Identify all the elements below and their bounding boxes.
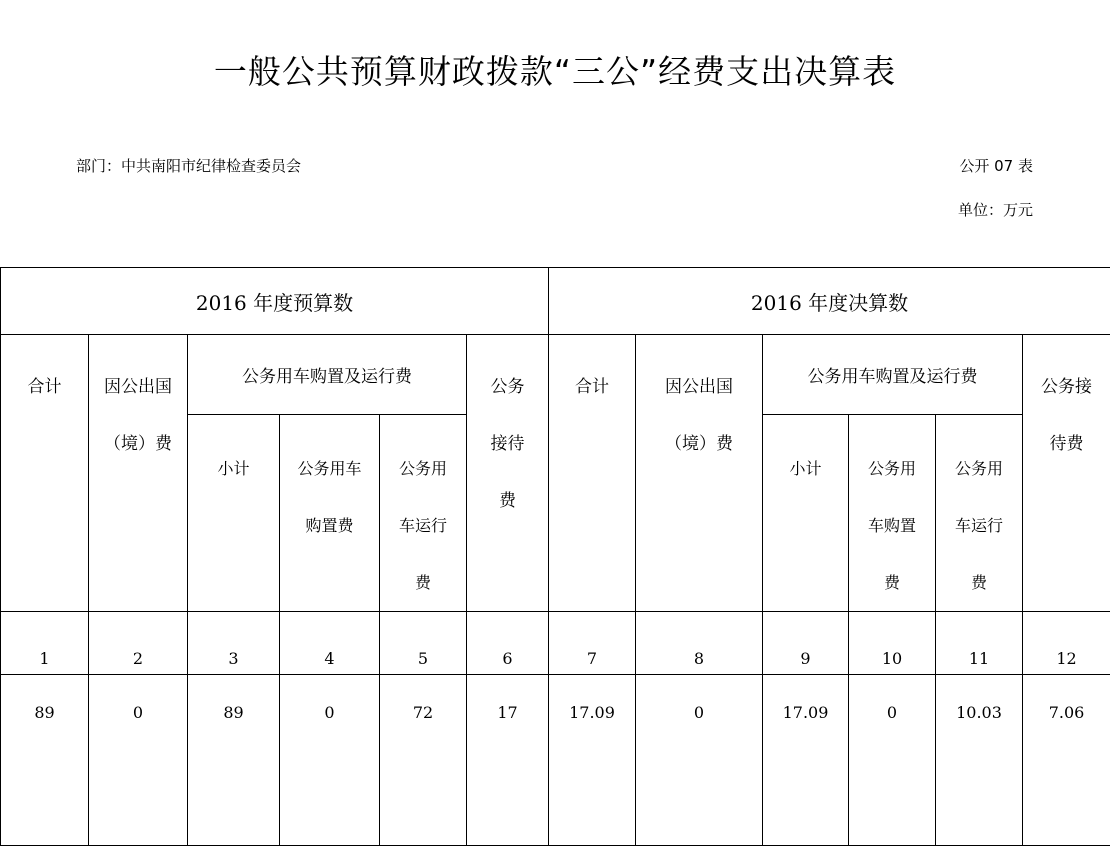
expenditure-table [0, 267, 1110, 846]
value-row [1, 675, 1110, 846]
actual-group-header: 2016 年度决算数 [549, 268, 1110, 335]
value-cell: 17.09 [549, 675, 636, 846]
actual-total-header: 合计 [549, 335, 636, 612]
budget-overseas-header: 因公出国（境）费 [89, 335, 188, 612]
budget-vehicle-header: 公务用车购置及运行费 [188, 335, 467, 415]
budget-reception-header: 公务接待费 [467, 335, 549, 612]
value-cell: 7.06 [1023, 675, 1110, 846]
budget-total-header: 合计 [1, 335, 89, 612]
value-cell: 0 [89, 675, 188, 846]
value-cell: 72 [380, 675, 467, 846]
page-title: 一般公共预算财政拨款“三公”经费支出决算表 [0, 46, 1110, 93]
column-number: 12 [1023, 612, 1110, 675]
actual-subtotal-header: 小计 [763, 415, 849, 612]
form-number: 公开 07 表 [959, 155, 1033, 176]
budget-purchase-header: 公务用车购置费 [280, 415, 380, 612]
value-cell: 89 [188, 675, 280, 846]
column-number: 6 [467, 612, 549, 675]
value-cell: 17.09 [763, 675, 849, 846]
budget-subtotal-header: 小计 [188, 415, 280, 612]
value-cell: 89 [1, 675, 89, 846]
column-number: 5 [380, 612, 467, 675]
column-number: 9 [763, 612, 849, 675]
column-number: 11 [936, 612, 1023, 675]
value-cell: 0 [849, 675, 936, 846]
value-cell: 10.03 [936, 675, 1023, 846]
column-number: 3 [188, 612, 280, 675]
column-number: 7 [549, 612, 636, 675]
actual-purchase-header: 公务用车购置费 [849, 415, 936, 612]
actual-operation-header: 公务用车运行费 [936, 415, 1023, 612]
column-number: 2 [89, 612, 188, 675]
unit-label: 单位：万元 [958, 199, 1033, 220]
column-header-row [1, 335, 1110, 415]
actual-vehicle-header: 公务用车购置及运行费 [763, 335, 1023, 415]
group-header-row [1, 268, 1110, 335]
column-number: 4 [280, 612, 380, 675]
value-cell: 0 [280, 675, 380, 846]
department-label: 部门：中共南阳市纪律检查委员会 [76, 155, 301, 176]
column-number-row [1, 612, 1110, 675]
actual-reception-header: 公务接待费 [1023, 335, 1110, 612]
column-number: 8 [636, 612, 763, 675]
column-number: 10 [849, 612, 936, 675]
actual-overseas-header: 因公出国（境）费 [636, 335, 763, 612]
value-cell: 0 [636, 675, 763, 846]
column-number: 1 [1, 612, 89, 675]
budget-operation-header: 公务用车运行费 [380, 415, 467, 612]
budget-group-header: 2016 年度预算数 [1, 268, 549, 335]
value-cell: 17 [467, 675, 549, 846]
